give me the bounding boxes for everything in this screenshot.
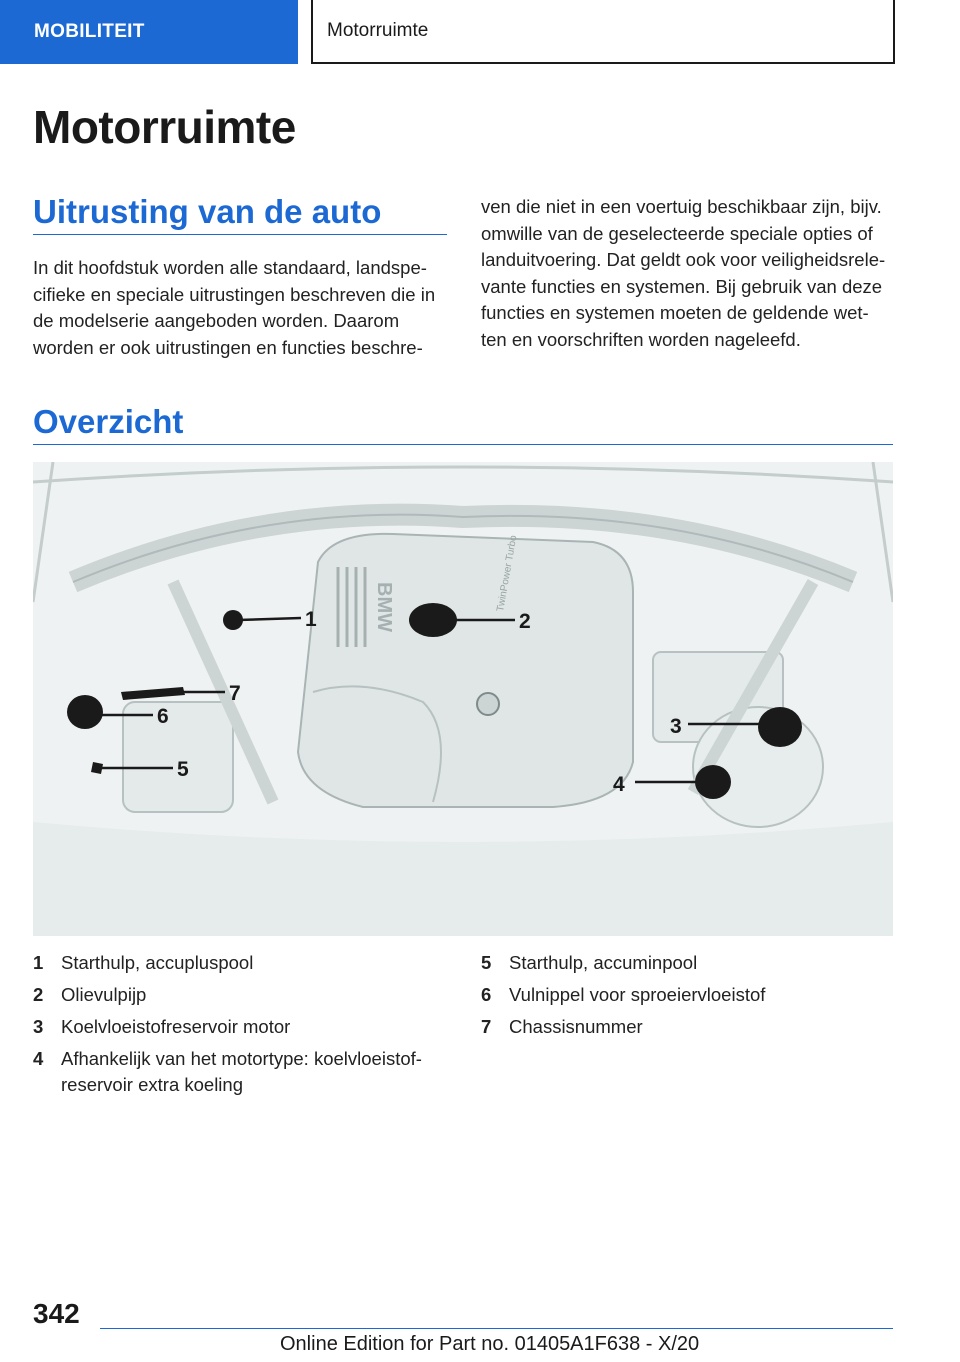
- callout-4: 4: [613, 773, 625, 796]
- edition-footer: Online Edition for Part no. 01405A1F638 - X/20: [280, 1333, 700, 1355]
- intro-line: vante functies en systemen. Bij gebruik van deze: [481, 275, 883, 297]
- engine-badge-text: TwinPower Turbo: [495, 534, 520, 613]
- cover-logo-text: BMW: [373, 582, 395, 632]
- washer-fluid-cap: [67, 695, 103, 729]
- intro-line: ten en voorschriften worden nageleefd.: [481, 328, 801, 350]
- intro-line: cifieke en speciale uitrustingen beschreven die in: [33, 283, 436, 305]
- intro-line: functies en systemen moeten de geldende wet-: [481, 302, 869, 323]
- intro-line: omwille van de geselecteerde speciale opties of: [481, 222, 873, 244]
- bmw-roundel-icon: [477, 693, 499, 715]
- section-rule-overview: [33, 444, 893, 445]
- intro-line: landuitvoering. Dat geldt ook voor veiligheidsrele-: [481, 249, 886, 270]
- section-header: [311, 0, 895, 64]
- callout-1: 1: [305, 608, 317, 631]
- legend-item: [481, 982, 893, 1008]
- section-label: Motorruimte: [327, 20, 429, 41]
- page-title: Motorruimte: [33, 101, 296, 153]
- chapter-label: MOBILITEIT: [34, 21, 145, 42]
- legend-number: 2: [33, 984, 44, 1005]
- legend-text: Afhankelijk van het motortype: koelvloeistof-reservoir extra koeling: [61, 1048, 422, 1095]
- callout-7: 7: [229, 682, 241, 705]
- extra-coolant-cap: [695, 765, 731, 799]
- intro-line: ven die niet in een voertuig beschikbaar zijn, bijv.: [481, 196, 882, 217]
- legend-item: [33, 1046, 453, 1098]
- legend-column-right: [481, 950, 893, 1046]
- intro-line: worden er ook uitrustingen en functies beschre-: [33, 336, 423, 358]
- legend-item: [33, 950, 453, 976]
- legend-item: [481, 950, 893, 976]
- legend-text: Starthulp, accuminpool: [509, 952, 698, 973]
- callout-3: 3: [670, 715, 682, 738]
- legend-item: [33, 982, 453, 1008]
- legend-number: 3: [33, 1016, 44, 1037]
- section-title-overview: Overzicht: [33, 403, 184, 440]
- legend-column-left: [33, 950, 453, 1104]
- legend-number: 5: [481, 952, 492, 973]
- callout-6: 6: [157, 705, 169, 728]
- callout-2: 2: [519, 610, 531, 633]
- legend-number: 6: [481, 984, 492, 1005]
- engine-coolant-cap: [758, 707, 802, 747]
- page-number: 342: [33, 1298, 80, 1329]
- intro-line: In dit hoofdstuk worden alle standaard, landspe-: [33, 257, 427, 278]
- legend-text: Chassisnummer: [509, 1016, 643, 1037]
- section-rule-equipment: [33, 234, 447, 235]
- legend-number: 7: [481, 1016, 492, 1037]
- legend-item: [33, 1014, 453, 1040]
- legend-text: Vulnippel voor sproeiervloeistof: [509, 984, 766, 1005]
- legend-number: 4: [33, 1048, 44, 1069]
- intro-line: de modelserie aangeboden worden. Daarom: [33, 310, 400, 331]
- intro-text-col1: [33, 255, 453, 361]
- chapter-tab: [0, 0, 298, 64]
- engine-bay-drawing: [33, 462, 893, 936]
- legend-number: 1: [33, 952, 44, 973]
- washer-reservoir: [123, 702, 233, 812]
- legend-text: Starthulp, accupluspool: [61, 952, 254, 973]
- intro-text-col2: [481, 194, 901, 353]
- footer-rule: [100, 1328, 893, 1329]
- section-title-equipment: Uitrusting van de auto: [33, 193, 382, 230]
- engine-bay-illustration: [33, 462, 893, 936]
- callout-5: 5: [177, 758, 189, 781]
- legend-text: Olievulpijp: [61, 984, 147, 1005]
- legend-item: [481, 1014, 893, 1040]
- legend-text: Koelvloeistofreservoir motor: [61, 1016, 291, 1037]
